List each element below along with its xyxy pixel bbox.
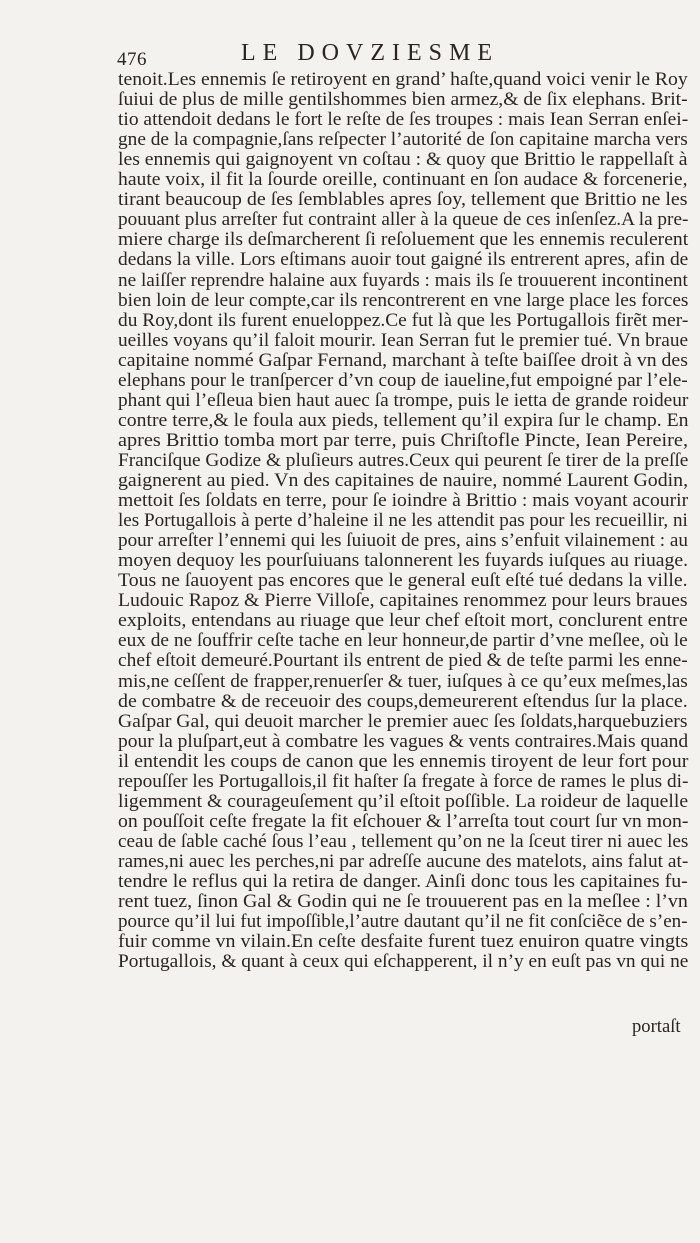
text-line: les ennemis qui gaignoyent vn coſtau : & quoy que Brittio le rappellaſt à: [118, 149, 688, 171]
text-line: chef eſtoit demeuré.Pourtant ils entrent de pied & de teſte parmi les enne-: [118, 650, 688, 672]
page-number: 476: [117, 49, 147, 70]
text-line: gne de la compagnie,ſans reſpecter l’autorité de ſon capitaine marcha vers: [118, 129, 688, 151]
text-line: elephans pour le tranſpercer d’vn coup de iaueline,fut empoigné par l’ele-: [118, 369, 688, 391]
text-line: rent tuez, ſinon Gal & Godin qui ne ſe trouuerent pas en la meſlee : l’vn: [118, 891, 688, 913]
running-head: LE DOVZIESME: [241, 40, 499, 66]
text-line: Franciſque Godize & pluſieurs autres.Ceux qui peurent ſe tirer de la preſſe: [118, 449, 689, 471]
text-line: pource qu’il lui fut impoſſible,l’autre dautant qu’il ne fit conſciẽce de s’en-: [118, 911, 688, 933]
text-line: capitaine nommé Gaſpar Fernand, marchant à teſte baiſſee droit à vn des: [118, 349, 688, 371]
text-line: tio attendoit dedans le fort le reſte de ſes troupes : mais Iean Serran enſei-: [118, 109, 689, 131]
text-line: ne laiſſer reprendre halaine aux fuyards : mais ils ſe trouuerent incontinent: [118, 269, 688, 291]
text-line: on pouſſoit ceſte fregate la fit eſchouer & l’arreſta tout court ſur vn mon-: [118, 810, 689, 832]
text-line: tendre le reflus qui la retira de danger. Ainſi donc tous les capitaines fu-: [118, 871, 688, 892]
text-line: ligemment & courageuſement qu’il eſtoit poſſible. La roideur de laquelle: [118, 790, 689, 812]
text-line: dedans la ville. Lors eſtimans auoir tout gaigné ils entrerent apres, afin de: [118, 249, 689, 271]
text-line: pouuant plus arreſter fut contraint aller à la queue de ces inſenſez.A la pre-: [118, 209, 689, 231]
text-line: moyen dequoy les pourſuiuans talonnerent les fuyards iuſques au riuage.: [118, 550, 689, 572]
text-line: tirant beaucoup de ſes ſemblables apres ſoy, tellement que Brittio ne les: [118, 189, 688, 211]
text-line: Gaſpar Gal, qui deuoit marcher le premier auec ſes ſoldats,harquebuziers: [118, 710, 688, 732]
text-line: tenoit.Les ennemis ſe retiroyent en grand’ haſte,quand voici venir le Roy: [118, 69, 688, 90]
text-line: repouſſer les Portugallois,il fit haſter ſa fregate à force de rames le plus di-: [118, 770, 689, 792]
text-line: haute voix, il fit la ſourde oreille, continuant en ſon audace & forcenerie,: [118, 169, 688, 191]
text-line: contre terre,& le foula aux pieds, tellement qu’il expira ſur le champ. En: [118, 409, 689, 431]
text-line: du Roy,dont ils furent enueloppez.Ce fut là que les Portugallois firẽt mer-: [118, 309, 689, 331]
catchword: portaſt: [632, 1016, 681, 1037]
text-line: ceau de ſable caché ſous l’eau , tellement qu’on ne la ſceut tirer ni auec les: [118, 830, 689, 852]
text-line: Portugallois, & quant à ceux qui eſchapperent, il n’y en euſt pas vn qui ne: [118, 951, 689, 973]
text-line: phant qui l’eſleua bien haut auec ſa trompe, puis le ietta de grande roideur: [118, 389, 689, 411]
text-line: apres Brittio tomba mort par terre, puis Chriſtofle Pincte, Iean Pereire,: [118, 429, 689, 451]
text-line: ueilles voyans qu’il faloit mourir. Iean Serran fut le premier tué. Vn braue: [118, 329, 689, 351]
text-line: exploits, entendans au riuage que leur chef eſtoit mort, conclurent entre: [118, 610, 688, 632]
text-line: rames,ni auec les perches,ni par adreſſe aucune des matelots, ains falut at-: [118, 850, 689, 872]
text-line: fuir comme vn vilain.En ceſte desfaite furent tuez enuiron quatre vingts: [118, 931, 689, 953]
text-line: pour la pluſpart,eut à combatre les vagues & vents contraires.Mais quand: [118, 730, 689, 752]
text-line: Tous ne ſauoyent pas encores que le general euſt eſté tué dedans la ville.: [118, 570, 688, 592]
text-line: pour arreſter l’ennemi qui les ſuiuoit de pres, ains s’enfuit vilainement : au: [118, 530, 689, 552]
text-line: miere charge ils deſmarcherent ſi reſoluement que les ennemis reculerent: [118, 229, 689, 251]
text-line: les Portugallois à perte d’haleine il ne les attendit pas pour les recueillir, ni: [118, 510, 688, 532]
text-line: eux de ne ſouffrir ceſte tache en leur honneur,de partir d’vne meſlee, où le: [118, 630, 688, 652]
text-line: gaignerent au pied. Vn des capitaines de nauire, nommé Laurent Godin,: [118, 470, 689, 491]
text-line: ſuiui de plus de mille gentilshommes bien armez,& de ſix elephans. Brit-: [118, 89, 688, 111]
text-line: bien loin de leur compte,car ils rencontrerent en vne large place les forces: [118, 289, 689, 311]
text-line: mettoit ſes ſoldats en terre, pour ſe ioindre à Brittio : mais voyant acourir: [118, 490, 689, 512]
text-line: de combatre & de receuoir des coups,demeurerent eſtendus ſur la place.: [118, 690, 688, 712]
text-line: mis,ne ceſſent de frapper,renuerſer & tuer, iuſques à ce qu’eux meſmes,las: [118, 670, 688, 692]
text-line: il entendit les coups de canon que les ennemis tiroyent de leur fort pour: [118, 750, 689, 772]
text-line: Ludouic Rapoz & Pierre Villoſe, capitaines renommez pour leurs braues: [118, 590, 688, 612]
